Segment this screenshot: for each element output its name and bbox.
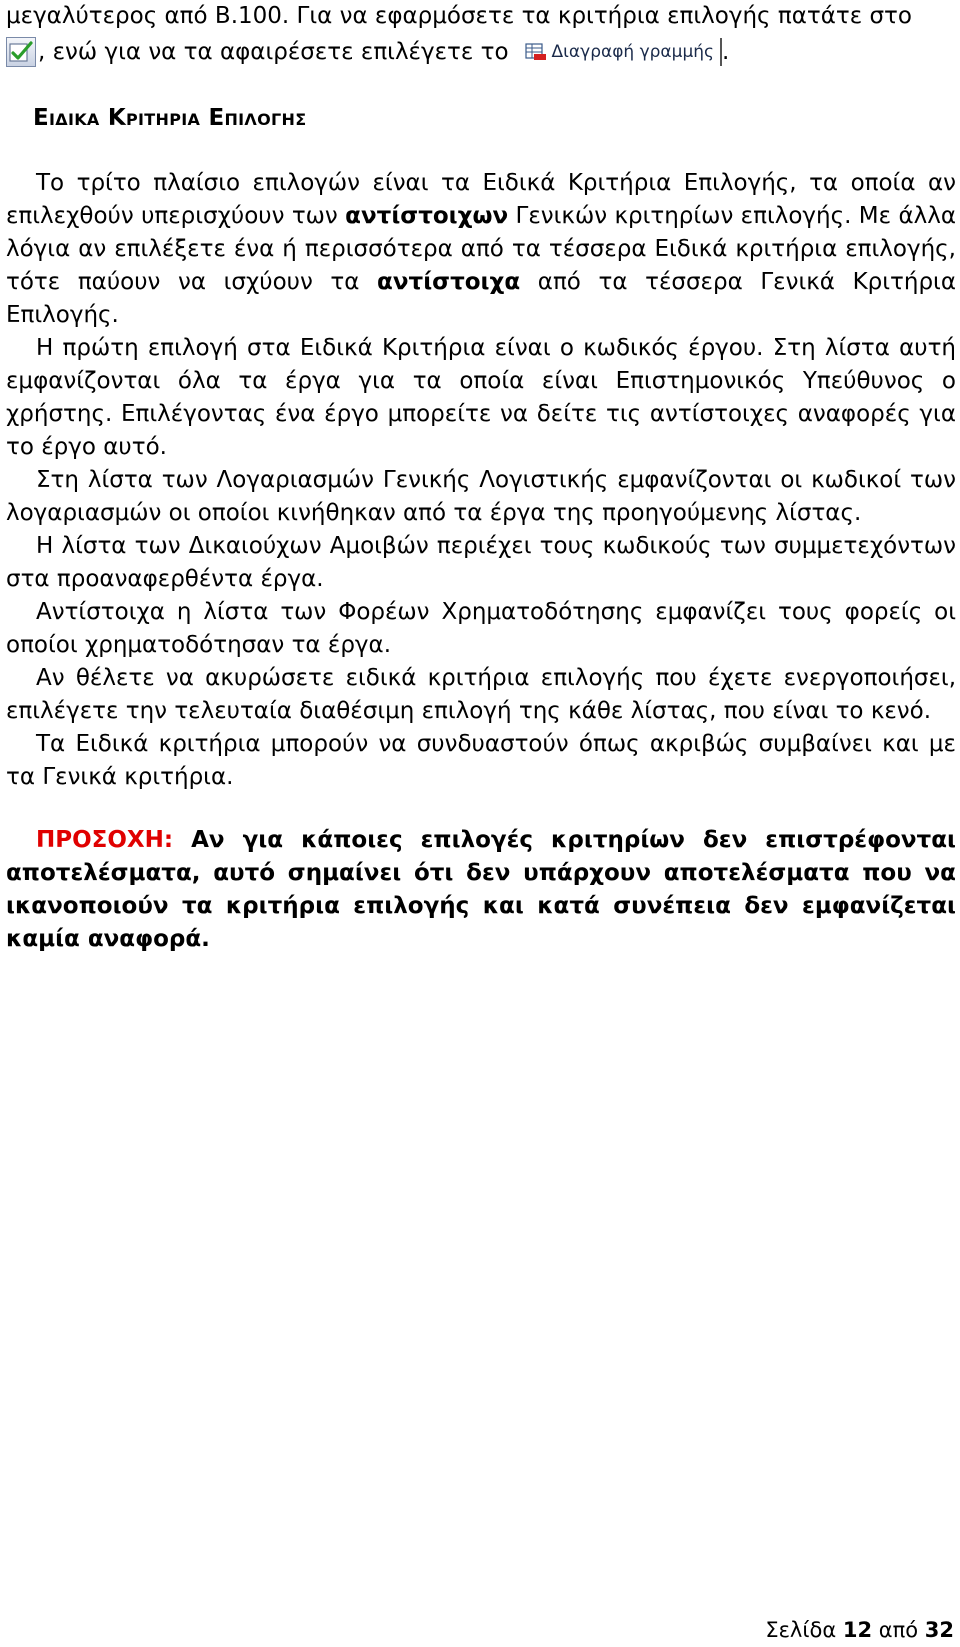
delete-row-button[interactable] [521,38,722,66]
document-page [6,0,956,956]
p1-text-c: από τα τέσσερα Γενικά Κριτήρια Επιλογής. [6,269,956,328]
warning-text: Αν για κάποιες επιλογές κριτηρίων δεν επιστρέφονται αποτελέσματα, αυτό σημαίνει ότι δεν υπάρχουν αποτελέσματα που να ικανοποιούν τα κριτήρια επιλογής και κατά συνέπεια δεν εμφανίζεται καμία αναφορά. [6,827,956,952]
p1-bold-b: αντίστοιχα [377,269,521,295]
delete-row-button-label: Διαγραφή γραμμής [551,42,715,62]
paragraph-beneficiaries: Η λίστα των Δικαιούχων Αμοιβών περιέχει τους κωδικούς των συμμετεχόντων στα προαναφερθέντα έργα. [6,533,956,592]
intro-line-2 [6,33,956,71]
page-number-middle: από [872,1618,925,1642]
paragraph-project-code: Η πρώτη επιλογή στα Ειδικά Κριτήρια είναι ο κωδικός έργου. Στη λίστα αυτή εμφανίζονται όλα τα έργα για τα οποία είναι Επιστημονικός Υπεύθυνος ο χρήστης. Επιλέγοντας ένα έργο μπορείτε να δείτε τις αντίστοιχες αναφορές για το έργο αυτό. [6,335,956,460]
p1-bold-a: αντίστοιχων [345,203,509,229]
paragraph-accounts: Στη λίστα των Λογαριασμών Γενικής Λογιστικής εμφανίζονται οι κωδικοί των λογαριασμών οι οποίοι κινήθηκαν από τα έργα της προηγούμενης λίστας. [6,467,956,526]
checkmark-icon [9,41,33,63]
section-heading: Ειδικα Κριτηρια Επιλογησ [33,105,307,131]
p1-text-b: Γενικών κριτηρίων επιλογής. Με άλλα λόγια αν επιλέξετε ένα ή περισσότερα από τα τέσσερα Ειδικά κριτήρια επιλογής, τότε παύουν να ισχύουν τα [6,203,957,295]
page-total: 32 [924,1618,954,1642]
page-number-prefix: Σελίδα [765,1618,843,1642]
p1-text-a: Το τρίτο πλαίσιο επιλογών είναι τα Ειδικά Κριτήρια Επιλογής, τα οποία αν επιλεχθούν υπερισχύουν των [6,170,956,229]
page-number [765,1618,954,1642]
intro-line-2-text: , ενώ για να τα αφαιρέσετε επιλέγετε το [38,39,509,65]
intro-line-2-end: . [722,39,730,65]
delete-row-icon [525,43,547,61]
warning-note [6,824,956,956]
paragraph-cancel-criteria: Αν θέλετε να ακυρώσετε ειδικά κριτήρια επιλογής που έχετε ενεργοποιήσει, επιλέγετε την τελευταία διαθέσιμη επιλογή της κάθε λίστας, που είναι το κενό. [6,665,956,724]
paragraph-funding-bodies: Αντίστοιχα η λίστα των Φορέων Χρηματοδότησης εμφανίζει τους φορείς οι οποίοι χρηματοδότησαν τα έργα. [6,599,956,658]
warning-label: ΠΡΟΣΟΧΗ: [36,827,174,853]
apply-criteria-button[interactable] [6,37,36,67]
paragraph-combine-criteria: Τα Ειδικά κριτήρια μπορούν να συνδυαστούν όπως ακριβώς συμβαίνει και με τα Γενικά κριτήρια. [6,731,956,790]
page-current: 12 [842,1618,873,1642]
paragraph-special-criteria [6,167,956,332]
intro-line-1: μεγαλύτερος από Β.100. Για να εφαρμόσετε τα κριτήρια επιλογής πατάτε στο [6,3,912,29]
